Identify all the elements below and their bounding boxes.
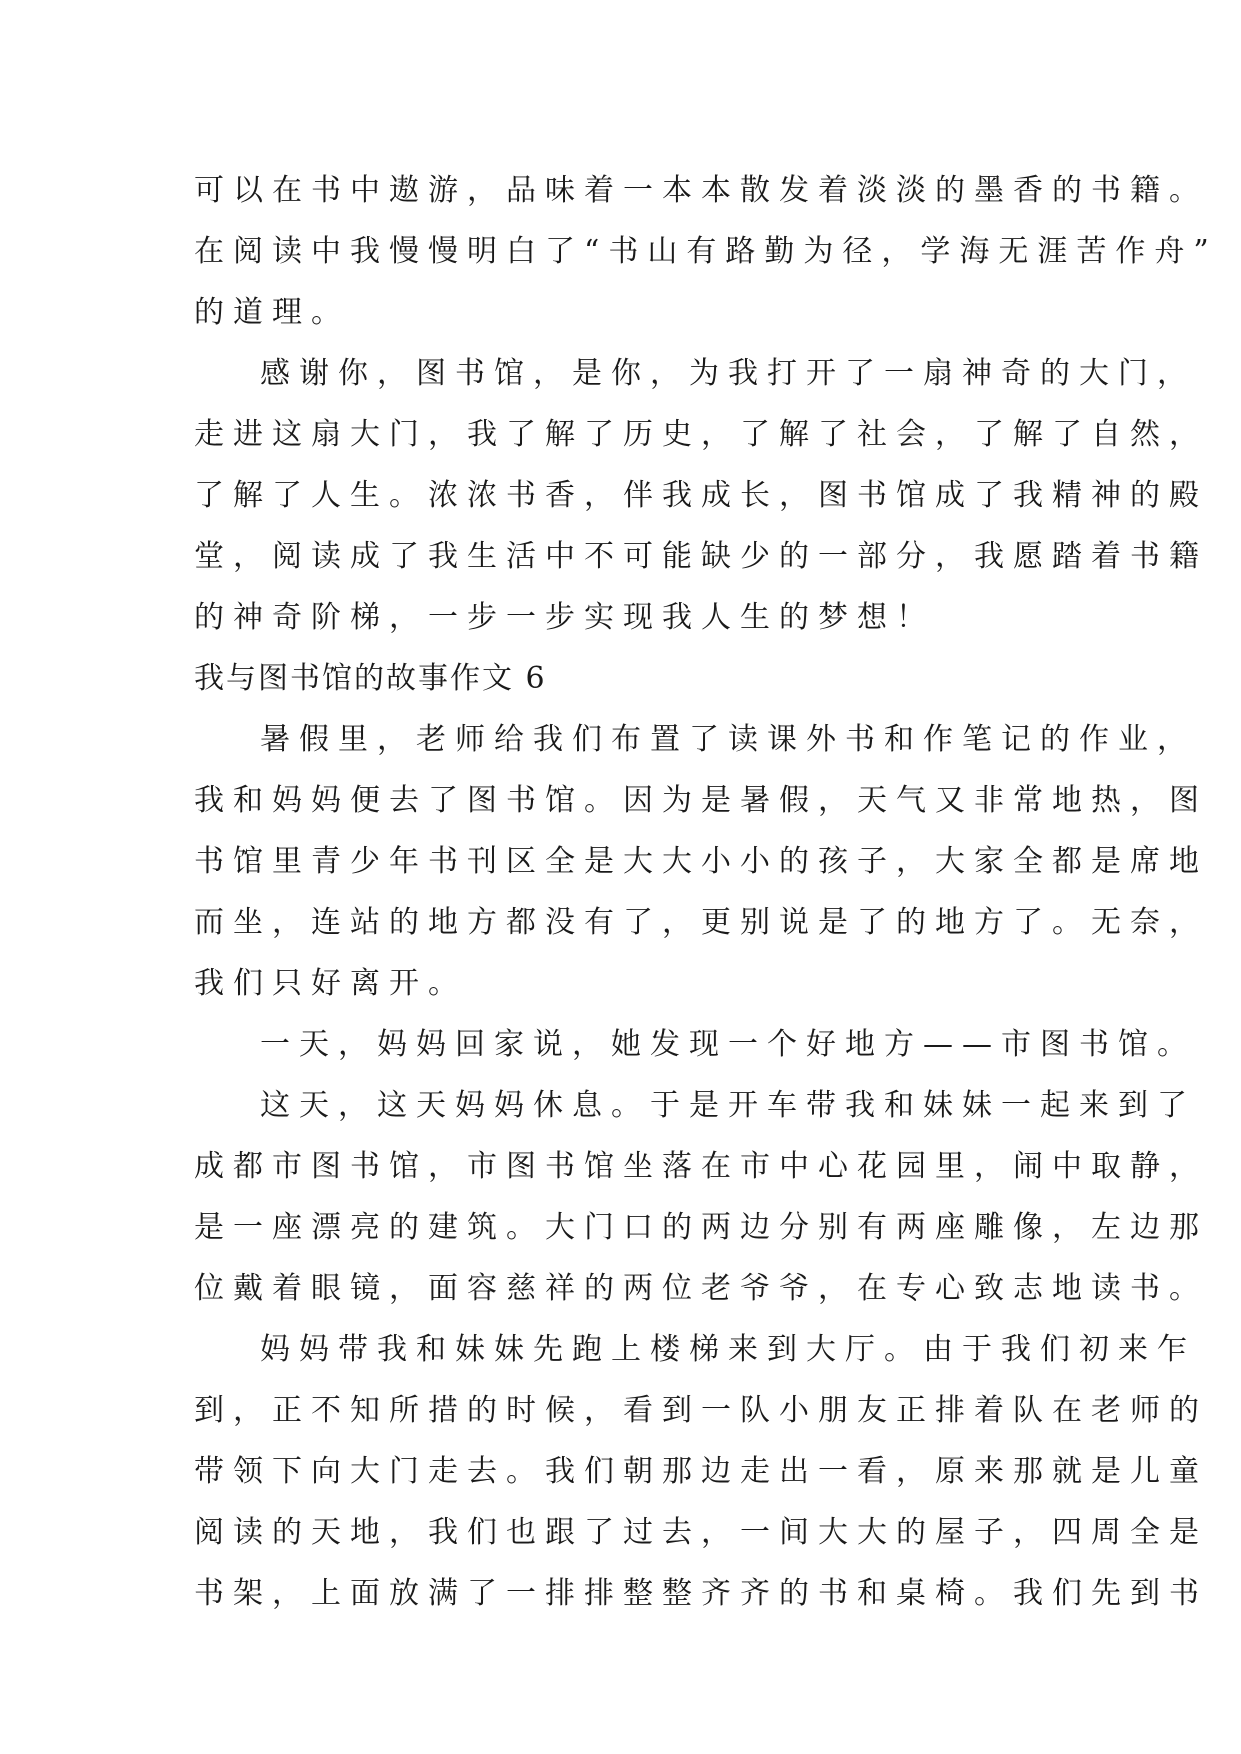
document-body — [194, 160, 1218, 1624]
paragraph-start-line: 感谢你，图书馆，是你，为我打开了一扇神奇的大门， — [260, 356, 1196, 391]
text-line: 我和妈妈便去了图书馆。因为是暑假，天气又非常地热，图 — [194, 783, 1208, 818]
paragraph-start-line: 一天，妈妈回家说，她发现一个好地方——市图书馆。 — [260, 1027, 1196, 1062]
text-line: 在阅读中我慢慢明白了“书山有路勤为径，学海无涯苦作舟” — [194, 234, 1218, 269]
text-line: 阅读的天地，我们也跟了过去，一间大大的屋子，四周全是 — [194, 1515, 1208, 1550]
text-line: 而坐，连站的地方都没有了，更别说是了的地方了。无奈， — [194, 905, 1208, 940]
section-heading: 我与图书馆的故事作文 6 — [194, 661, 547, 696]
text-line: 成都市图书馆，市图书馆坐落在市中心花园里，闹中取静， — [194, 1149, 1208, 1184]
text-line: 堂，阅读成了我生活中不可能缺少的一部分，我愿踏着书籍 — [194, 539, 1208, 574]
text-line: 书馆里青少年书刊区全是大大小小的孩子，大家全都是席地 — [194, 844, 1208, 879]
paragraph-start-line: 妈妈带我和妹妹先跑上楼梯来到大厅。由于我们初来乍 — [260, 1332, 1196, 1367]
text-line: 书架，上面放满了一排排整整齐齐的书和桌椅。我们先到书 — [194, 1576, 1208, 1611]
text-line: 走进这扇大门，我了解了历史，了解了社会，了解了自然， — [194, 417, 1208, 452]
paragraph-start-line: 暑假里，老师给我们布置了读课外书和作笔记的作业， — [260, 722, 1196, 757]
text-line: 位戴着眼镜，面容慈祥的两位老爷爷，在专心致志地读书。 — [194, 1271, 1208, 1306]
text-line: 的神奇阶梯，一步一步实现我人生的梦想！ — [194, 600, 935, 635]
text-line: 带领下向大门走去。我们朝那边走出一看，原来那就是儿童 — [194, 1454, 1208, 1489]
text-line: 的道理。 — [194, 295, 350, 330]
text-line: 了解了人生。浓浓书香，伴我成长，图书馆成了我精神的殿 — [194, 478, 1208, 513]
text-line: 可以在书中遨游，品味着一本本散发着淡淡的墨香的书籍。 — [194, 173, 1208, 208]
paragraph-start-line: 这天，这天妈妈休息。于是开车带我和妹妹一起来到了 — [260, 1088, 1196, 1123]
text-line: 到，正不知所措的时候，看到一队小朋友正排着队在老师的 — [194, 1393, 1208, 1428]
text-line: 是一座漂亮的建筑。大门口的两边分别有两座雕像，左边那 — [194, 1210, 1208, 1245]
text-line: 我们只好离开。 — [194, 966, 467, 1001]
